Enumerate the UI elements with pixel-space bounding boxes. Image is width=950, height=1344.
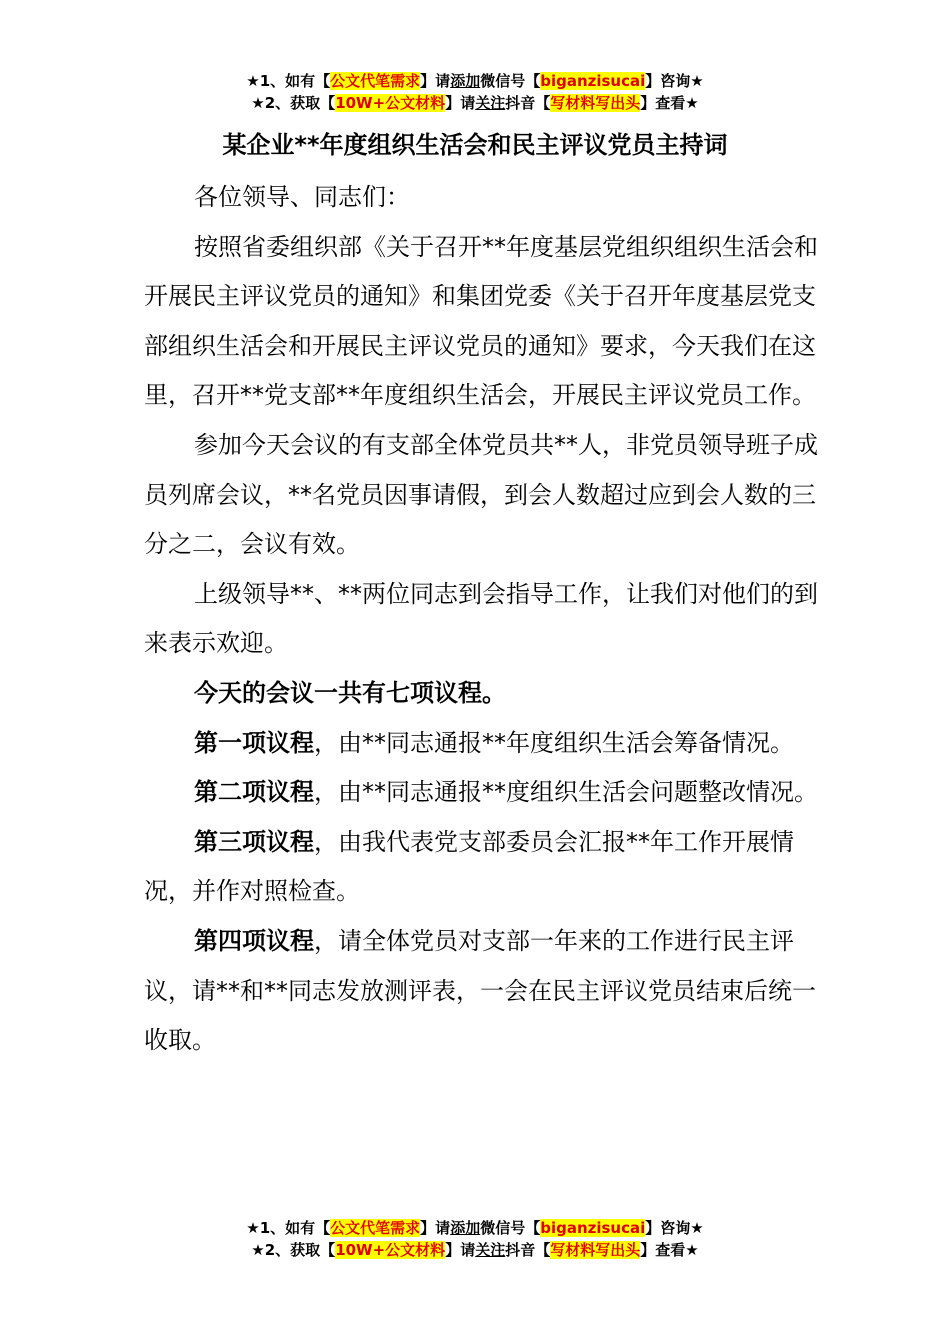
wechat-id: biganzisucai bbox=[540, 72, 646, 90]
promo-highlight: 10W+公文材料 bbox=[335, 1241, 446, 1259]
agenda-item-text: ，由**同志通报**度组织生活会问题整改情况。 bbox=[314, 778, 818, 807]
document-title: 某企业**年度组织生活会和民主评议党员主持词 bbox=[222, 131, 728, 159]
salutation: 各位领导、同志们： bbox=[194, 183, 410, 211]
agenda-item bbox=[144, 818, 830, 917]
promo-highlight: 10W+公文材料 bbox=[335, 94, 446, 112]
agenda-item bbox=[144, 917, 830, 1066]
promo-line-2: ★2、获取【10W+公文材料】请关注抖音【写材料写出头】查看★ bbox=[251, 1241, 699, 1259]
promo-line-1: ★1、如有【公文代笔需求】请添加微信号【biganzisucai】咨询★ bbox=[246, 1219, 704, 1237]
agenda-item-text: ，请全体党员对支部一年来的工作进行民主评议，请**和**同志发放测评表，一会在民主评议党员结束后统一收取。 bbox=[144, 926, 816, 1055]
document-body bbox=[144, 173, 830, 1066]
douyin-account: 写材料写出头 bbox=[550, 1241, 641, 1259]
paragraph: 按照省委组织部《关于召开**年度基层党组织组织生活会和开展民主评议党员的通知》和集团党委《关于召开年度基层党支部组织生活会和开展民主评议党员的通知》要求，今天我们在这里，召开**党支部**年度组织生活会，开展民主评议党员工作。 bbox=[144, 232, 818, 410]
promo-highlight: 公文代笔需求 bbox=[330, 1219, 421, 1237]
agenda-intro: 今天的会议一共有七项议程。 bbox=[194, 678, 506, 707]
agenda-item-text: ，由**同志通报**年度组织生活会筹备情况。 bbox=[314, 728, 794, 757]
footer-promo-banner bbox=[0, 1217, 950, 1261]
agenda-item bbox=[144, 768, 830, 818]
promo-line-1: ★1、如有【公文代笔需求】请添加微信号【biganzisucai】咨询★ bbox=[246, 72, 704, 90]
agenda-item-label: 第四项议程 bbox=[194, 926, 314, 955]
promo-highlight: 公文代笔需求 bbox=[330, 72, 421, 90]
header-promo-banner bbox=[0, 70, 950, 114]
agenda-item-label: 第三项议程 bbox=[194, 827, 314, 856]
douyin-account: 写材料写出头 bbox=[550, 94, 641, 112]
paragraph: 上级领导**、**两位同志到会指导工作，让我们对他们的到来表示欢迎。 bbox=[144, 579, 818, 658]
agenda-item-label: 第一项议程 bbox=[194, 728, 314, 757]
paragraph: 参加今天会议的有支部全体党员共**人，非党员领导班子成员列席会议，**名党员因事请假，到会人数超过应到会人数的三分之二，会议有效。 bbox=[144, 430, 818, 559]
wechat-id: biganzisucai bbox=[540, 1219, 646, 1237]
agenda-item-label: 第二项议程 bbox=[194, 778, 314, 807]
promo-line-2: ★2、获取【10W+公文材料】请关注抖音【写材料写出头】查看★ bbox=[251, 94, 699, 112]
agenda-item bbox=[144, 719, 830, 769]
agenda-item-text: ，由我代表党支部委员会汇报**年工作开展情况，并作对照检查。 bbox=[144, 827, 794, 906]
